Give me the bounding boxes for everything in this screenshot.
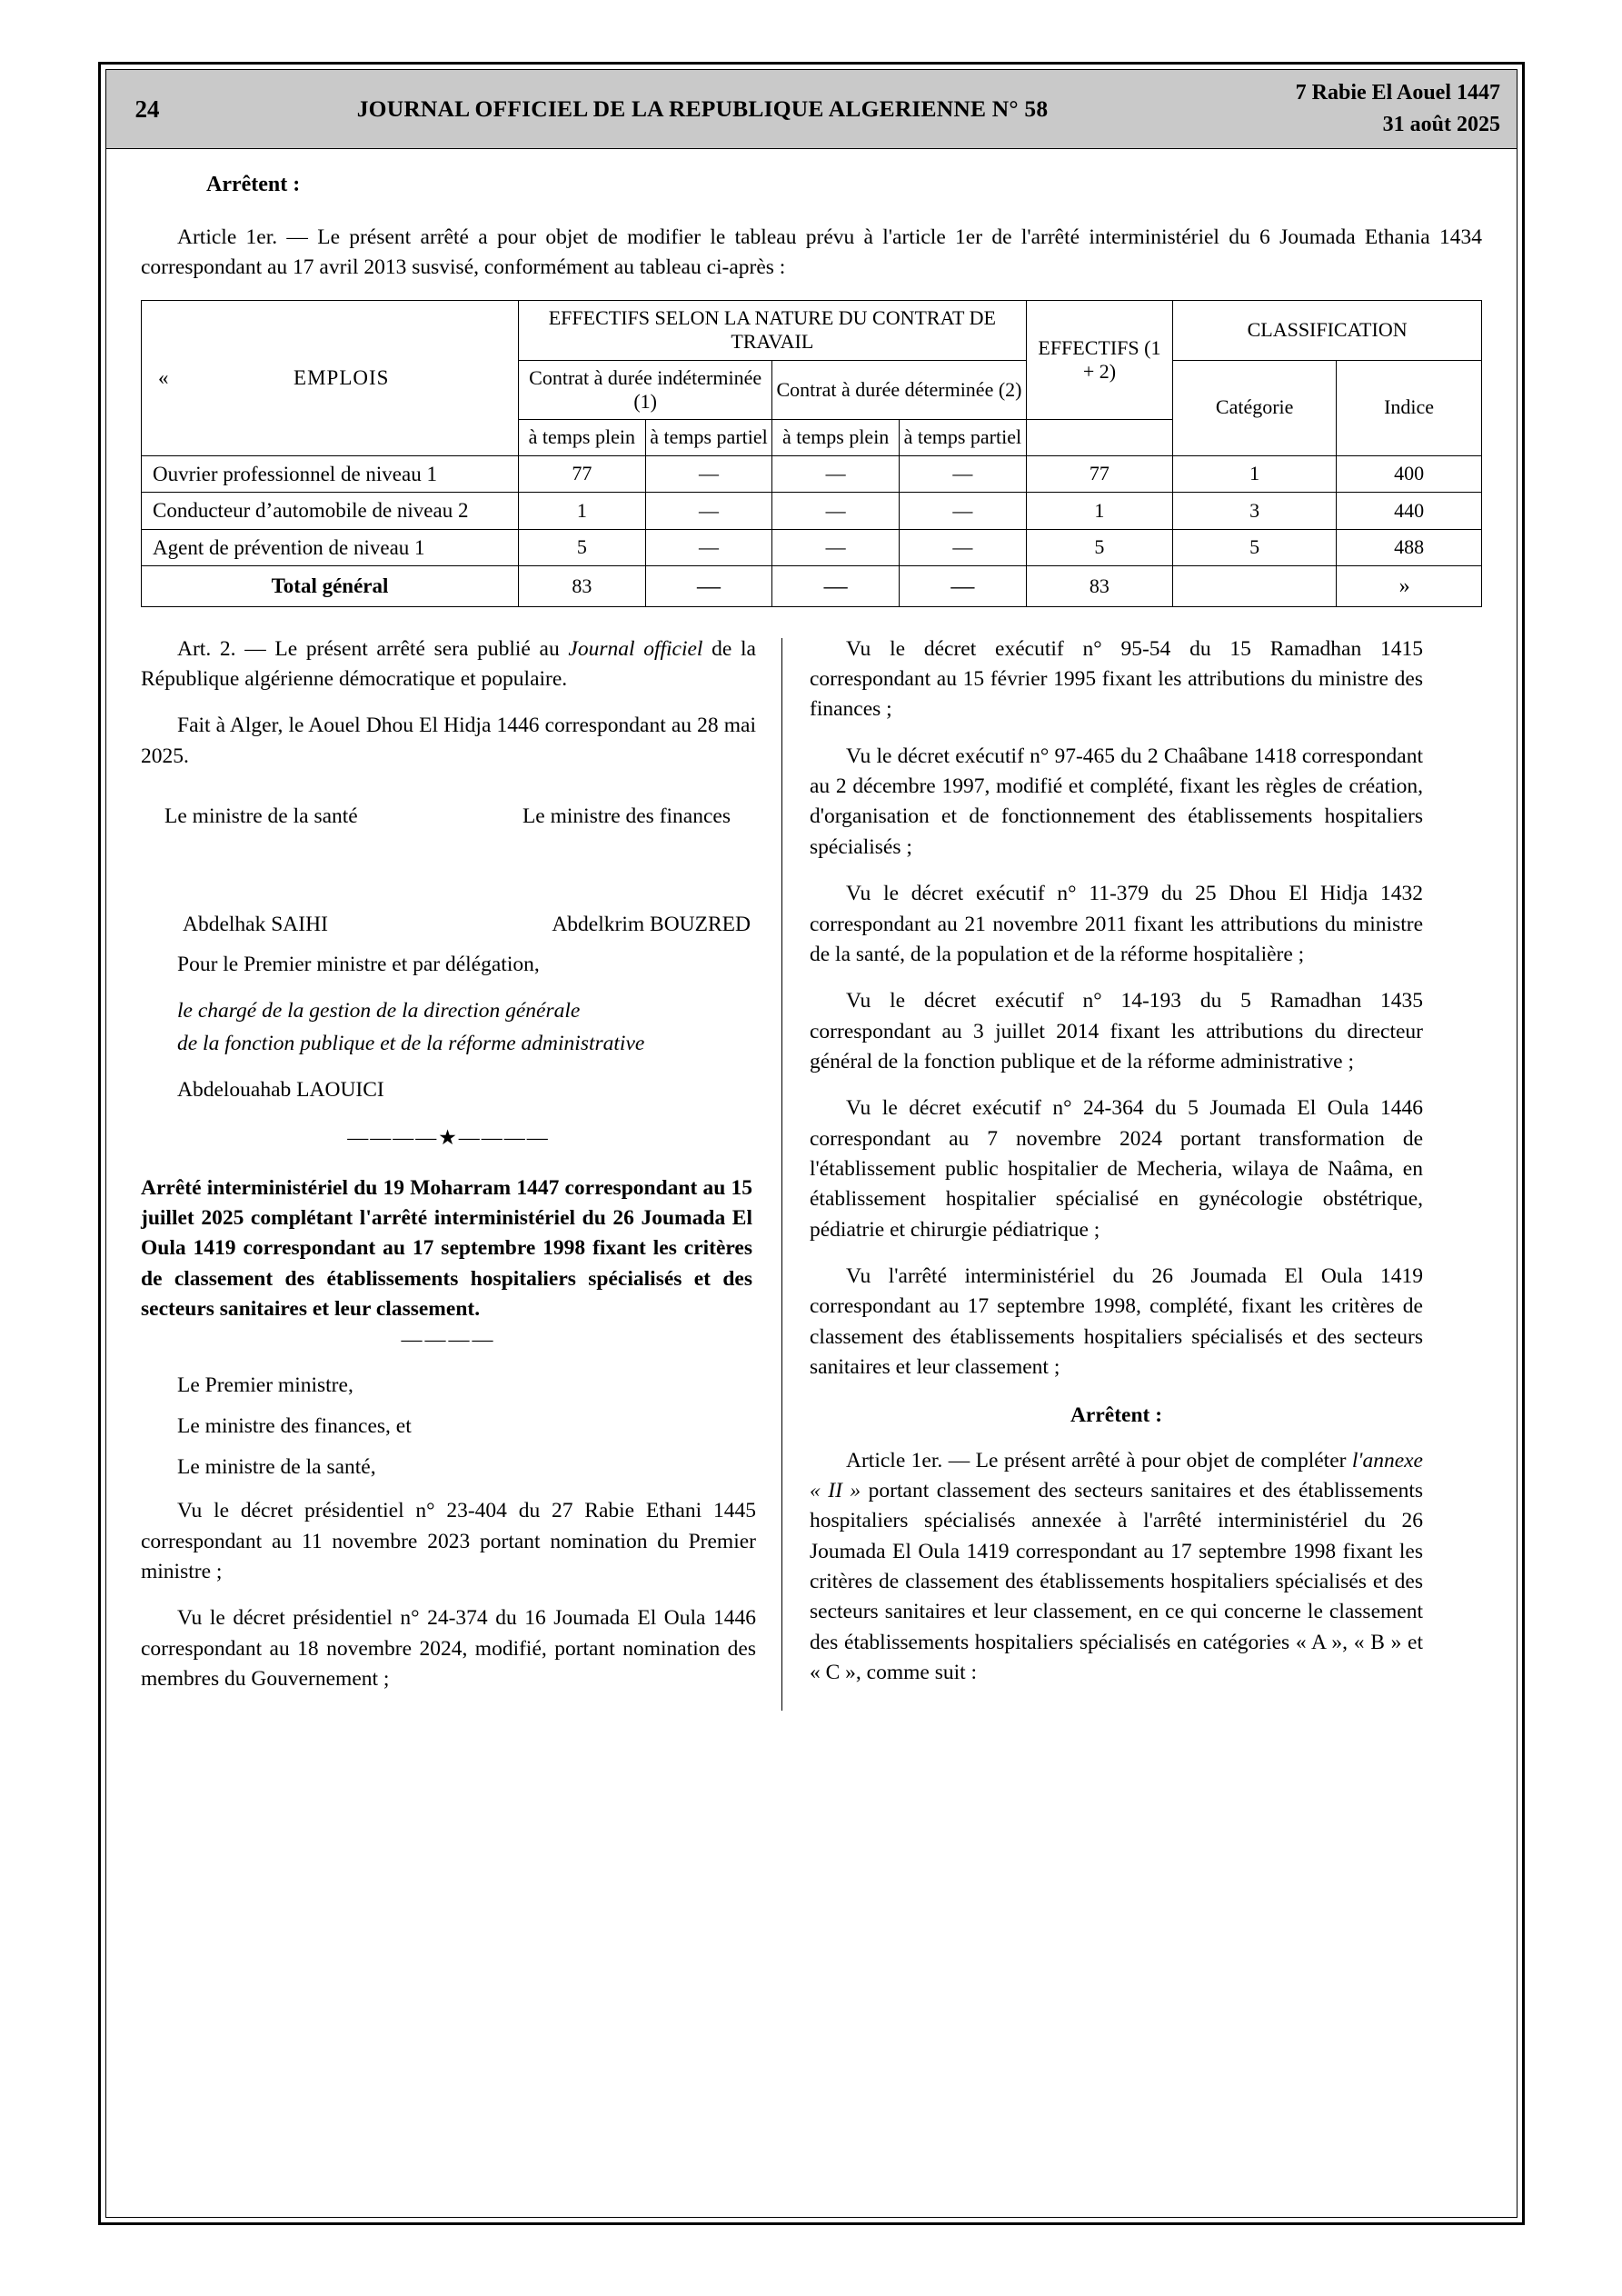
total-cdd-plein: —	[772, 566, 900, 606]
right-column	[782, 634, 1423, 1712]
total-label: Total général	[142, 566, 519, 606]
row-2-cdd-plein: —	[772, 529, 900, 566]
row-1-total: 1	[1026, 493, 1173, 530]
fait-a-alger: Fait à Alger, le Aouel Dhou El Hidja 1446 correspondant au 28 mai 2025.	[141, 714, 756, 768]
header-effectifs-nature: EFFECTIFS SELON LA NATURE DU CONTRAT DE TRAVAIL	[518, 300, 1026, 360]
article-1-text: Article 1er. — Le présent arrêté a pour objet de modifier le tableau prévu à l'article 1er de l'arrêté interministériel du 6 Joumada Ethania 1434 correspondant au 17 avril 2013 susvisé, conformément au tableau ci-après :	[141, 225, 1482, 280]
signature-space	[141, 829, 756, 913]
minister-names-row	[183, 913, 751, 937]
minister-finance-label: Le ministre des finances	[522, 804, 731, 829]
right-article-1	[810, 1446, 1423, 1689]
right-vu-5: Vu le décret exécutif n° 24-364 du 5 Joumada El Oula 1446 correspondant au 7 novembre 2024 portant transformation de l'établissement public hospitalier de Mecheria, wilaya de Naâma, en établissement hospitalier spécialisé en gynécologie obstétrique, pédiatrie et chirurgie pédiatrique ;	[810, 1096, 1423, 1242]
minister-finance-name: Abdelkrim BOUZRED	[552, 913, 751, 937]
table-header-row-1	[142, 300, 1482, 360]
right-article-1-part2: portant classement des secteurs sanitaires et des établissements hospitaliers spécialisés annexée à l'arrêté interministériel du 26 Joumada El Oula 1419 correspondant au 17 septembre 1998 fixant les critères de classement des établissements hospitaliers spécialisés et des secteurs sanitaires et leur classement, en ce qui concerne le classement des établissements hospitaliers spécialisés en catégories « A », « B » et « C », comme suit :	[810, 1478, 1423, 1685]
row-2-total: 5	[1026, 529, 1173, 566]
header-cdi-temps-partiel: à temps partiel	[645, 420, 772, 455]
decree-title: Arrêté interministériel du 19 Moharram 1447 correspondant au 15 juillet 2025 complétant l'arrêté interministériel du 26 Joumada El Oula 1419 correspondant au 17 septembre 1998 fixant les critères de classement des établissements hospitaliers spécialisés et des secteurs sanitaires et leur classement.	[141, 1175, 752, 1321]
left-vu-2: Vu le décret présidentiel n° 24-374 du 16 Joumada El Oula 1446 correspondant au 18 novembre 2024, modifié, portant nomination des membres du Gouvernement ;	[141, 1606, 756, 1692]
total-cdd-partiel: —	[900, 566, 1027, 606]
row-2-cdi-plein: 5	[518, 529, 645, 566]
delegation-name: Abdelouahab LAOUICI	[177, 1078, 384, 1103]
journal-title: JOURNAL OFFICIEL DE LA REPUBLIQUE ALGERIENNE N° 58	[356, 95, 1049, 122]
date-gregorian: 31 août 2025	[1382, 113, 1500, 136]
row-2-emploi: Agent de prévention de niveau 1	[142, 529, 519, 566]
header-dates	[1217, 70, 1517, 148]
art2-italic: Journal officiel	[568, 636, 703, 661]
right-vu-3: Vu le décret exécutif n° 11-379 du 25 Dhou El Hidja 1432 correspondant au 21 novembre 2011 fixant les attributions du ministre de la santé, de la population et de la réforme hospitalière ;	[810, 882, 1423, 966]
delegation-role-line-1: le chargé de la gestion de la direction générale	[177, 999, 581, 1023]
star-separator: ————★————	[347, 1125, 550, 1149]
row-1-cdd-plein: —	[772, 493, 900, 530]
two-column-layout	[141, 634, 1482, 1712]
signatory-2: Le ministre de la santé,	[177, 1455, 376, 1480]
row-1-cdi-plein: 1	[518, 493, 645, 530]
total-categorie	[1173, 566, 1337, 606]
header-cdd: Contrat à durée déterminée (2)	[772, 360, 1026, 420]
header-emplois-cell	[142, 300, 519, 455]
minister-health-label: Le ministre de la santé	[164, 804, 358, 829]
header-cdi: Contrat à durée indéterminée (1)	[518, 360, 771, 420]
signatory-1: Le ministre des finances, et	[177, 1414, 412, 1439]
header-emplois-label: EMPLOIS	[294, 365, 390, 389]
page-number: 24	[134, 95, 160, 123]
row-0-emploi: Ouvrier professionnel de niveau 1	[142, 455, 519, 493]
journal-page	[98, 62, 1525, 2225]
row-2-indice: 488	[1337, 529, 1482, 566]
total-cdi-partiel: —	[645, 566, 772, 606]
row-2-categorie: 5	[1173, 529, 1337, 566]
row-1-indice: 440	[1337, 493, 1482, 530]
row-2-cdi-partiel: —	[645, 529, 772, 566]
left-column	[141, 634, 781, 1712]
delegation-role-line-2: de la fonction publique et de la réforme administrative	[177, 1031, 645, 1055]
page-header	[106, 70, 1517, 149]
art2-text	[141, 634, 756, 695]
row-0-cdi-partiel: —	[645, 455, 772, 493]
date-hijri: 7 Rabie El Aouel 1447	[1295, 81, 1500, 105]
row-0-total: 77	[1026, 455, 1173, 493]
table-row	[142, 529, 1482, 566]
table-row	[142, 493, 1482, 530]
right-article-1-italic: l'annexe « II »	[810, 1448, 1423, 1502]
row-0-cdd-partiel: —	[900, 455, 1027, 493]
right-arretent-label: Arrêtent :	[1070, 1403, 1163, 1427]
right-vu-2: Vu le décret exécutif n° 97-465 du 2 Chaâbane 1418 correspondant au 2 décembre 1997, modifié et complété, fixant les règles de création, d'organisation et de fonctionnement des établissements hospitaliers spécialisés ;	[810, 744, 1423, 859]
row-1-cdi-partiel: —	[645, 493, 772, 530]
right-vu-4: Vu le décret exécutif n° 14-193 du 5 Ramadhan 1435 correspondant au 3 juillet 2014 fixant les attributions du directeur général de la fonction publique et de la réforme administrative ;	[810, 989, 1423, 1073]
table-row	[142, 455, 1482, 493]
page-body	[106, 149, 1517, 1711]
header-cdi-temps-plein: à temps plein	[518, 420, 645, 455]
header-cdd-temps-partiel: à temps partiel	[900, 420, 1027, 455]
emplois-table	[141, 300, 1482, 607]
dash-separator: ————	[401, 1328, 496, 1352]
row-0-cdi-plein: 77	[518, 455, 645, 493]
table-total-row	[142, 566, 1482, 606]
row-1-emploi: Conducteur d’automobile de niveau 2	[142, 493, 519, 530]
guillemet-open: «	[158, 365, 169, 389]
left-vu-1: Vu le décret présidentiel n° 23-404 du 27 Rabie Ethani 1445 correspondant au 11 novembre 2023 portant nomination du Premier ministre ;	[141, 1499, 756, 1584]
header-categorie: Catégorie	[1173, 360, 1337, 455]
header-indice: Indice	[1337, 360, 1482, 455]
arretent-label: Arrêtent :	[206, 173, 301, 196]
row-0-categorie: 1	[1173, 455, 1337, 493]
delegation-line: Pour le Premier ministre et par délégation,	[177, 953, 540, 977]
art2-part2: de la République algérienne démocratique et populaire.	[141, 636, 756, 691]
total-effectifs: 83	[1026, 566, 1173, 606]
header-classification: CLASSIFICATION	[1173, 300, 1482, 360]
minister-labels-row	[164, 804, 731, 829]
art2-part1: Art. 2. — Le présent arrêté sera publié au	[177, 636, 569, 661]
signatory-0: Le Premier ministre,	[177, 1373, 353, 1398]
row-2-cdd-partiel: —	[900, 529, 1027, 566]
right-vu-6: Vu l'arrêté interministériel du 26 Joumada El Oula 1419 correspondant au 17 septembre 1998, complété, fixant les critères de classement des établissements hospitaliers spécialisés et des secteurs sanitaires et leur classement ;	[810, 1264, 1423, 1380]
row-0-cdd-plein: —	[772, 455, 900, 493]
total-cdi-plein: 83	[518, 566, 645, 606]
page-inner-border	[105, 69, 1518, 2218]
row-1-categorie: 3	[1173, 493, 1337, 530]
right-vu-1: Vu le décret exécutif n° 95-54 du 15 Ramadhan 1415 correspondant au 15 février 1995 fixant les attributions du ministre des finances ;	[810, 636, 1423, 722]
row-1-cdd-partiel: —	[900, 493, 1027, 530]
row-0-indice: 400	[1337, 455, 1482, 493]
header-cdd-temps-plein: à temps plein	[772, 420, 900, 455]
right-article-1-part1: Article 1er. — Le présent arrêté à pour objet de compléter	[846, 1448, 1352, 1472]
header-effectifs-total: EFFECTIFS (1 + 2)	[1026, 300, 1173, 420]
minister-health-name: Abdelhak SAIHI	[183, 913, 328, 937]
guillemet-close: »	[1337, 566, 1482, 606]
